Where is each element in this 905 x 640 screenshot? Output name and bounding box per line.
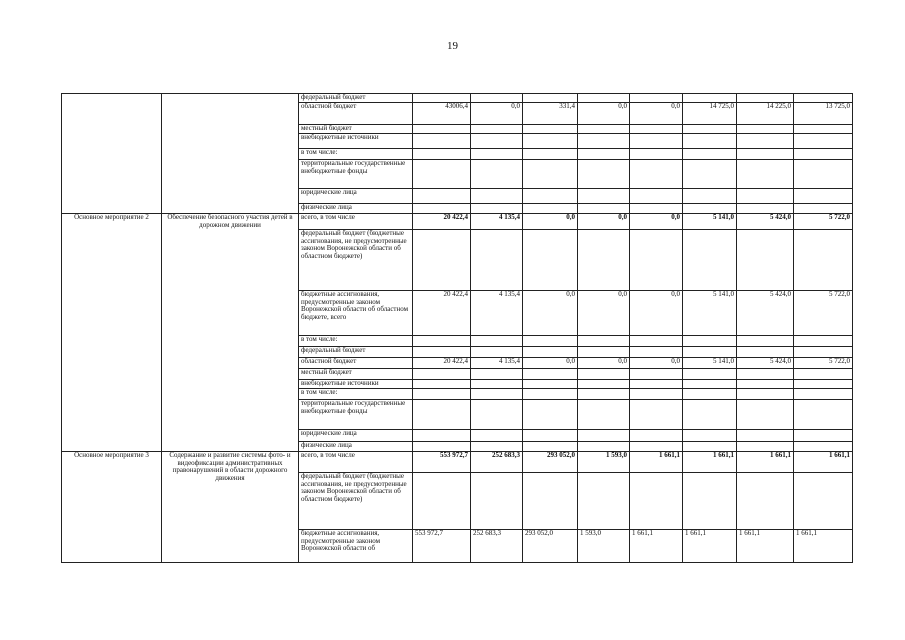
value-cell [471, 149, 523, 160]
value-cell [630, 125, 683, 134]
value-cell [523, 336, 578, 347]
value-cell [683, 380, 737, 389]
value-cell [794, 400, 853, 430]
value-cell [683, 369, 737, 380]
value-cell: 5 722,0 [794, 358, 853, 369]
value-cell [578, 204, 630, 214]
value-cell [413, 430, 471, 442]
value-cell [413, 442, 471, 452]
value-cell: 43006,4 [413, 103, 471, 125]
event-description: Содержание и развитие системы фото- и видеофиксации административных правонарушений в области дорожного движения [162, 452, 299, 563]
value-cell [737, 125, 794, 134]
value-cell: 1 661,1 [794, 452, 853, 473]
value-cell [413, 204, 471, 214]
funding-source: территориальные государственные внебюджетные фонды [299, 160, 413, 189]
value-cell [630, 400, 683, 430]
value-cell [630, 134, 683, 149]
value-cell [471, 347, 523, 358]
value-cell: 252 683,3 [471, 530, 523, 563]
value-cell [630, 473, 683, 530]
value-cell [737, 94, 794, 103]
value-cell [578, 94, 630, 103]
funding-source: областной бюджет [299, 358, 413, 369]
value-cell [578, 336, 630, 347]
value-cell [683, 134, 737, 149]
value-cell [737, 389, 794, 400]
value-cell [794, 389, 853, 400]
value-cell [523, 125, 578, 134]
value-cell [630, 336, 683, 347]
value-cell [523, 380, 578, 389]
value-cell [630, 369, 683, 380]
value-cell: 0,0 [471, 103, 523, 125]
value-cell [630, 442, 683, 452]
value-cell [630, 347, 683, 358]
value-cell [794, 189, 853, 204]
value-cell: 5 141,0 [683, 358, 737, 369]
value-cell [471, 125, 523, 134]
value-cell [413, 94, 471, 103]
value-cell [471, 430, 523, 442]
value-cell [413, 389, 471, 400]
value-cell: 20 422,4 [413, 214, 471, 230]
value-cell: 0,0 [630, 214, 683, 230]
value-cell [794, 149, 853, 160]
value-cell [737, 400, 794, 430]
value-cell: 5 424,0 [737, 358, 794, 369]
funding-source: внебюджетные источники [299, 380, 413, 389]
value-cell [794, 347, 853, 358]
value-cell: 1 661,1 [630, 530, 683, 563]
value-cell [737, 189, 794, 204]
value-cell [413, 134, 471, 149]
value-cell: 1 593,0 [578, 530, 630, 563]
value-cell [630, 380, 683, 389]
value-cell [523, 430, 578, 442]
value-cell [578, 473, 630, 530]
value-cell [578, 389, 630, 400]
value-cell: 553 972,7 [413, 452, 471, 473]
value-cell: 1 661,1 [794, 530, 853, 563]
value-cell: 14 225,0 [737, 103, 794, 125]
funding-source: местный бюджет [299, 125, 413, 134]
value-cell: 13 725,0 [794, 103, 853, 125]
value-cell [523, 189, 578, 204]
value-cell [578, 230, 630, 291]
value-cell [523, 134, 578, 149]
value-cell [737, 160, 794, 189]
value-cell [413, 160, 471, 189]
value-cell [523, 400, 578, 430]
value-cell: 0,0 [630, 103, 683, 125]
value-cell: 5 722,0 [794, 214, 853, 230]
value-cell [578, 369, 630, 380]
table-row [62, 94, 853, 103]
value-cell [471, 442, 523, 452]
value-cell [471, 94, 523, 103]
value-cell [578, 189, 630, 204]
event-name [62, 94, 162, 214]
value-cell [794, 94, 853, 103]
value-cell: 1 661,1 [737, 452, 794, 473]
value-cell [413, 230, 471, 291]
value-cell: 5 424,0 [737, 214, 794, 230]
table-body [62, 94, 853, 563]
value-cell [683, 204, 737, 214]
value-cell [737, 347, 794, 358]
value-cell [794, 125, 853, 134]
value-cell [683, 473, 737, 530]
funding-source: в том числе: [299, 389, 413, 400]
value-cell [683, 94, 737, 103]
value-cell [737, 442, 794, 452]
value-cell: 0,0 [523, 358, 578, 369]
funding-source: федеральный бюджет (бюджетные ассигнования, не предусмотренные законом Воронежской области об областном бюджете) [299, 230, 413, 291]
value-cell [630, 230, 683, 291]
funding-source: физические лица [299, 204, 413, 214]
value-cell [413, 347, 471, 358]
value-cell [737, 430, 794, 442]
table-row [62, 214, 853, 230]
value-cell [794, 369, 853, 380]
value-cell [471, 369, 523, 380]
event-description: Обеспечение безопасного участия детей в дорожном движении [162, 214, 299, 452]
value-cell: 553 972,7 [413, 530, 471, 563]
value-cell [413, 369, 471, 380]
funding-source: юридические лица [299, 430, 413, 442]
funding-source: всего, в том числе [299, 214, 413, 230]
value-cell: 331,4 [523, 103, 578, 125]
value-cell [683, 400, 737, 430]
value-cell [794, 380, 853, 389]
value-cell [683, 189, 737, 204]
value-cell: 5 722,0 [794, 291, 853, 336]
value-cell [794, 204, 853, 214]
value-cell [737, 204, 794, 214]
value-cell [471, 160, 523, 189]
value-cell [683, 336, 737, 347]
event-description [162, 94, 299, 214]
value-cell [471, 134, 523, 149]
value-cell [794, 473, 853, 530]
value-cell: 1 593,0 [578, 452, 630, 473]
value-cell [794, 336, 853, 347]
budget-table [61, 93, 853, 563]
value-cell [471, 204, 523, 214]
value-cell [413, 336, 471, 347]
value-cell [578, 160, 630, 189]
value-cell [523, 160, 578, 189]
value-cell: 0,0 [578, 214, 630, 230]
value-cell: 1 661,1 [683, 452, 737, 473]
funding-source: всего, в том числе [299, 452, 413, 473]
funding-source: в том числе: [299, 336, 413, 347]
value-cell [578, 149, 630, 160]
value-cell [413, 125, 471, 134]
value-cell [630, 389, 683, 400]
value-cell: 4 135,4 [471, 214, 523, 230]
value-cell: 5 141,0 [683, 291, 737, 336]
value-cell [413, 149, 471, 160]
value-cell: 0,0 [578, 103, 630, 125]
value-cell [523, 473, 578, 530]
value-cell: 1 661,1 [737, 530, 794, 563]
value-cell: 0,0 [630, 358, 683, 369]
value-cell: 0,0 [578, 358, 630, 369]
value-cell [578, 380, 630, 389]
value-cell [523, 369, 578, 380]
value-cell [578, 400, 630, 430]
value-cell [523, 347, 578, 358]
value-cell: 0,0 [630, 291, 683, 336]
value-cell: 5 141,0 [683, 214, 737, 230]
value-cell [683, 430, 737, 442]
value-cell [794, 230, 853, 291]
page-number: 19 [447, 40, 458, 52]
value-cell [413, 380, 471, 389]
value-cell [523, 442, 578, 452]
value-cell [471, 380, 523, 389]
value-cell: 0,0 [523, 291, 578, 336]
funding-source: областной бюджет [299, 103, 413, 125]
value-cell [737, 149, 794, 160]
value-cell: 4 135,4 [471, 291, 523, 336]
funding-source: физические лица [299, 442, 413, 452]
value-cell [471, 473, 523, 530]
value-cell: 14 725,0 [683, 103, 737, 125]
value-cell [578, 134, 630, 149]
value-cell [523, 204, 578, 214]
value-cell [630, 160, 683, 189]
value-cell [578, 430, 630, 442]
value-cell [523, 94, 578, 103]
funding-source: федеральный бюджет (бюджетные ассигнования, не предусмотренные законом Воронежской области об областном бюджете) [299, 473, 413, 530]
value-cell [413, 400, 471, 430]
value-cell [737, 369, 794, 380]
event-name: Основное мероприятие 3 [62, 452, 162, 563]
value-cell: 5 424,0 [737, 291, 794, 336]
value-cell: 0,0 [578, 291, 630, 336]
value-cell [523, 230, 578, 291]
value-cell [737, 380, 794, 389]
value-cell [630, 430, 683, 442]
funding-source: федеральный бюджет [299, 347, 413, 358]
value-cell [523, 149, 578, 160]
value-cell [471, 389, 523, 400]
value-cell [471, 189, 523, 204]
value-cell [683, 442, 737, 452]
value-cell [630, 94, 683, 103]
value-cell [683, 230, 737, 291]
value-cell: 0,0 [523, 214, 578, 230]
value-cell [630, 189, 683, 204]
value-cell: 252 683,3 [471, 452, 523, 473]
value-cell [523, 389, 578, 400]
funding-source: юридические лица [299, 189, 413, 204]
value-cell: 1 661,1 [683, 530, 737, 563]
table-row [62, 452, 853, 473]
value-cell: 1 661,1 [630, 452, 683, 473]
value-cell [737, 336, 794, 347]
value-cell: 20 422,4 [413, 358, 471, 369]
value-cell [683, 347, 737, 358]
value-cell [683, 389, 737, 400]
value-cell [683, 149, 737, 160]
value-cell [578, 347, 630, 358]
funding-source: местный бюджет [299, 369, 413, 380]
funding-source: в том числе: [299, 149, 413, 160]
value-cell: 20 422,4 [413, 291, 471, 336]
funding-source: территориальные государственные внебюджетные фонды [299, 400, 413, 430]
funding-source: внебюджетные источники [299, 134, 413, 149]
value-cell [683, 125, 737, 134]
value-cell [471, 400, 523, 430]
value-cell [794, 134, 853, 149]
value-cell [683, 160, 737, 189]
value-cell [737, 230, 794, 291]
value-cell: 4 135,4 [471, 358, 523, 369]
value-cell [794, 430, 853, 442]
funding-source: бюджетные ассигнования, предусмотренные законом Воронежской области об [299, 530, 413, 563]
value-cell [630, 204, 683, 214]
value-cell [630, 149, 683, 160]
value-cell [413, 189, 471, 204]
funding-source: федеральный бюджет [299, 94, 413, 103]
value-cell [794, 160, 853, 189]
value-cell [471, 230, 523, 291]
value-cell [737, 473, 794, 530]
value-cell [794, 442, 853, 452]
value-cell [578, 125, 630, 134]
value-cell: 293 052,0 [523, 530, 578, 563]
event-name: Основное мероприятие 2 [62, 214, 162, 452]
funding-source: бюджетные ассигнования, предусмотренные законом Воронежской области об областном бюджете, всего [299, 291, 413, 336]
value-cell [413, 473, 471, 530]
value-cell [471, 336, 523, 347]
value-cell: 293 052,0 [523, 452, 578, 473]
value-cell [737, 134, 794, 149]
value-cell [578, 442, 630, 452]
